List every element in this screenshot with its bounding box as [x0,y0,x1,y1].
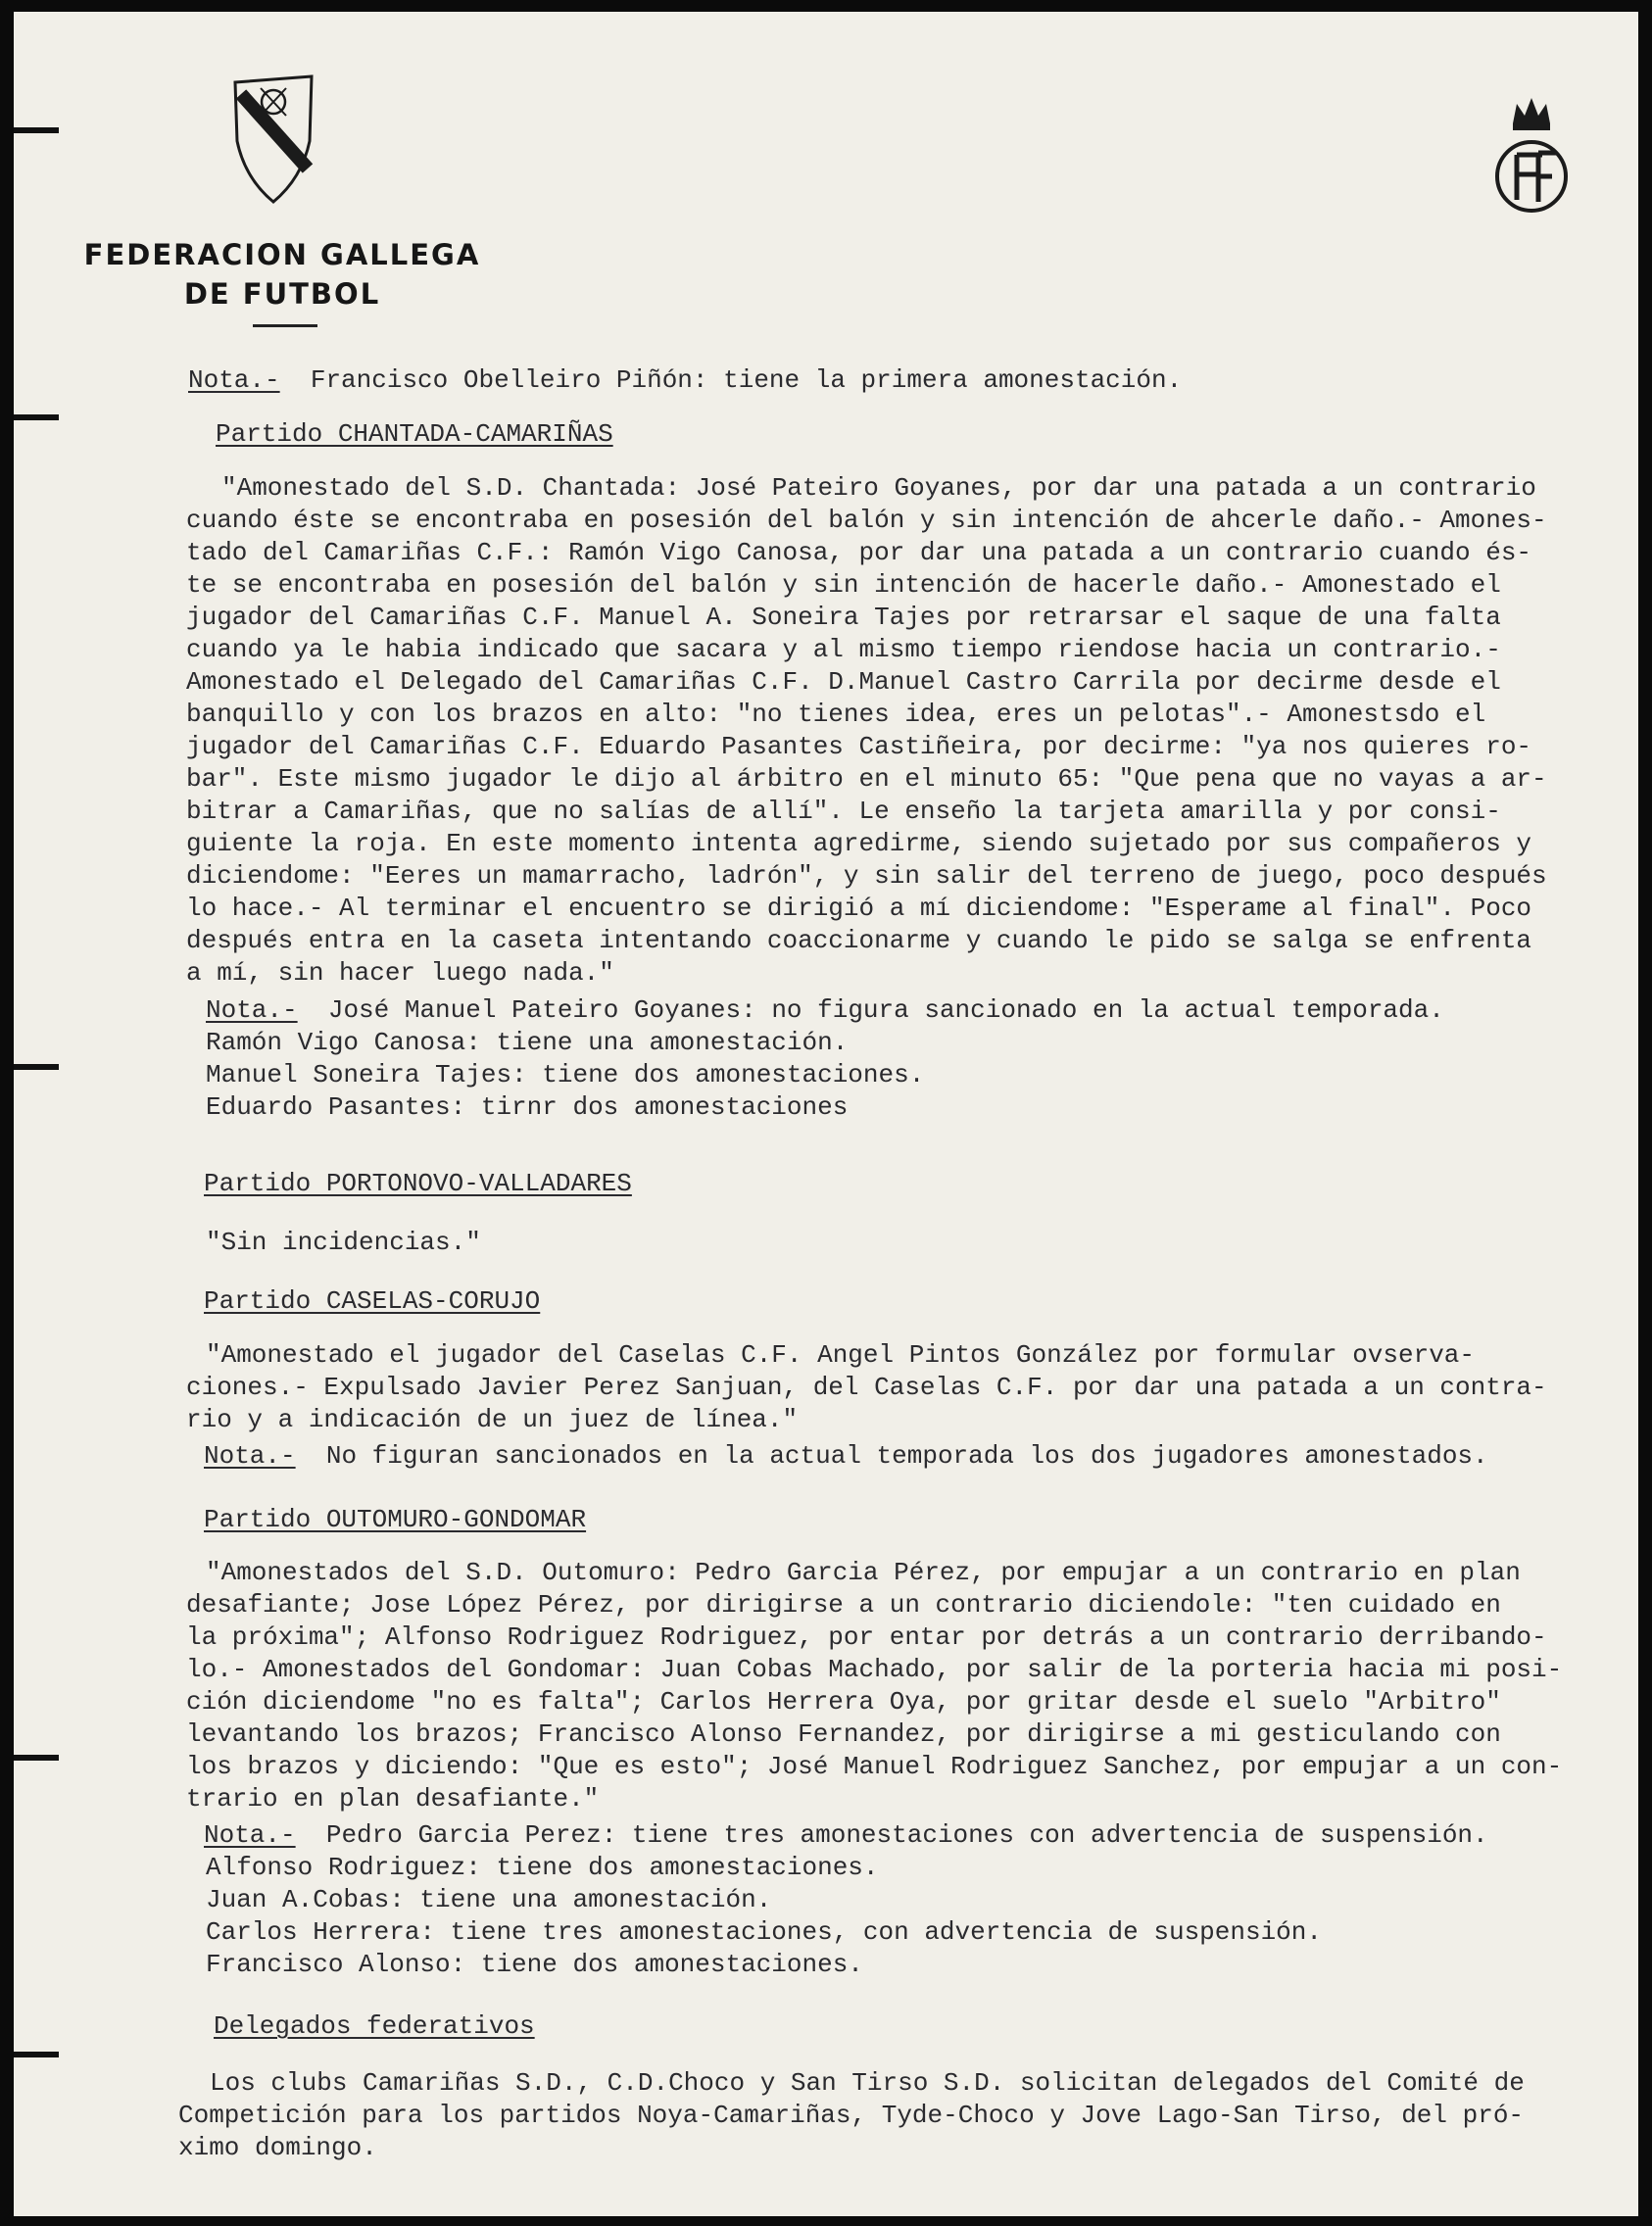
note-label: Nota.- [204,1820,296,1850]
report-line: ción diciendome "no es falta"; Carlos Herrera Oya, por gritar desde el suelo "Arbitro" [186,1687,1501,1717]
note-line: Francisco Alonso: tiene dos amonestaciones. [206,1950,863,1979]
report-line: la próxima"; Alfonso Rodriguez Rodriguez, por entar por detrás a un contrario derribando- [186,1622,1547,1652]
federation-name-line2: DE FUTBOL [183,277,381,311]
report-line: "Sin incidencias." [206,1228,481,1257]
report-line: levantando los brazos; Francisco Alonso Fernandez, por dirigirse a mi gesticulando con [186,1719,1501,1749]
report-line: ximo domingo. [178,2133,377,2162]
note-line: Eduardo Pasantes: tirnr dos amonestaciones [206,1092,849,1122]
report-line: a mí, sin hacer luego nada." [186,958,614,988]
report-line: Los clubs Camariñas S.D., C.D.Choco y San Tirso S.D. solicitan delegados del Comité de [210,2068,1525,2098]
report-line: después entra en la caseta intentando coaccionarme y cuando le pido se salga se enfrenta [186,926,1532,955]
report-line: rio y a indicación de un juez de línea." [186,1405,799,1434]
note-line: Manuel Soneira Tajes: tiene dos amonestaciones. [206,1060,925,1089]
note-line: Alfonso Rodriguez: tiene dos amonestaciones. [206,1853,879,1882]
note-text: Pedro Garcia Perez: tiene tres amonestaciones con advertencia de suspensión. [325,1820,1488,1850]
report-line: jugador del Camariñas C.F. Manuel A. Soneira Tajes por retrarsar el saque de una falta [186,603,1501,632]
report-line: Competición para los partidos Noya-Camariñas, Tyde-Choco y Jove Lago-San Tirso, del pró- [178,2101,1525,2130]
note-line: Ramón Vigo Canosa: tiene una amonestación. [206,1028,849,1057]
note-line: Juan A.Cobas: tiene una amonestación. [206,1885,772,1914]
federation-name-line1: FEDERACION GALLEGA [83,238,481,271]
report-line: jugador del Camariñas C.F. Eduardo Pasantes Castiñeira, por decirme: "ya nos quieres ro- [186,732,1532,761]
report-line: Amonestado el Delegado del Camariñas C.F. D.Manuel Castro Carrila por decirme desde el [186,667,1501,697]
report-line: bitrar a Camariñas, que no salías de allí". Le enseño la tarjeta amarilla y por consi- [186,797,1501,826]
note-line [204,1819,1488,1852]
report-line: te se encontraba en posesión del balón y sin intención de hacerle daño.- Amonestado el [186,570,1501,600]
document-page [14,12,1638,2216]
note-text: José Manuel Pateiro Goyanes: no figura sancionado en la actual temporada. [327,995,1444,1025]
note-label: Nota.- [204,1441,296,1471]
note-label: Nota.- [206,995,298,1025]
report-line: diciendome: "Eeres un mamarracho, ladrón", y sin salir del terreno de juego, poco después [186,861,1547,891]
report-line: trario en plan desafiante." [186,1784,600,1814]
report-line: "Amonestado del S.D. Chantada: José Pateiro Goyanes, por dar una patada a un contrario [221,473,1536,503]
report-line: ciones.- Expulsado Javier Perez Sanjuan, del Caselas C.F. por dar una patada a un contra- [186,1373,1547,1402]
match-title-chantada-camarinas: Partido CHANTADA-CAMARIÑAS [216,419,613,449]
intro-note [188,364,1182,397]
document-body [14,12,1638,2216]
report-line: tado del Camariñas C.F.: Ramón Vigo Canosa, por dar una patada a un contrario cuando és- [186,538,1532,567]
section-title-delegates: Delegados federativos [214,2011,535,2041]
note-line: Carlos Herrera: tiene tres amonestaciones, con advertencia de suspensión. [206,1917,1322,1947]
report-line: cuando éste se encontraba en posesión del balón y sin intención de ahcerle daño.- Amones- [186,506,1547,535]
report-line: desafiante; Jose López Pérez, por dirigirse a un contrario diciendole: "ten cuidado en [186,1590,1501,1620]
report-line: lo hace.- Al terminar el encuentro se dirigió a mí diciendome: "Esperame al final". Poco [186,894,1532,923]
report-line: banquillo y con los brazos en alto: "no tienes idea, eres un pelotas".- Amonestsdo el [186,700,1486,729]
report-line: "Amonestados del S.D. Outomuro: Pedro Garcia Pérez, por empujar a un contrario en plan [206,1558,1521,1587]
report-line: bar". Este mismo jugador le dijo al árbitro en el minuto 65: "Que pena que no vayas a ar- [186,764,1547,794]
report-line: guiente la roja. En este momento intenta agredirme, siendo sujetado por sus compañeros y [186,829,1532,858]
note-line [206,994,1444,1027]
report-line: los brazos y diciendo: "Que es esto"; José Manuel Rodriguez Sanchez, por empujar a un con- [186,1752,1563,1781]
report-line: lo.- Amonestados del Gondomar: Juan Cobas Machado, por salir de la porteria hacia mi posi- [186,1655,1563,1684]
report-line: cuando ya le habia indicado que sacara y al mismo tiempo riendose hacia un contrario.- [186,635,1501,664]
match-title-portonovo-valladares: Partido PORTONOVO-VALLADARES [204,1169,632,1198]
note-line [204,1440,1488,1473]
report-line: "Amonestado el jugador del Caselas C.F. Angel Pintos González por formular ovserva- [206,1340,1476,1370]
note-label: Nota.- [188,365,280,395]
note-text: No figuran sancionados en la actual temporada los dos jugadores amonestados. [325,1441,1488,1471]
match-title-caselas-corujo: Partido CASELAS-CORUJO [204,1286,541,1316]
note-text: Francisco Obelleiro Piñón: tiene la primera amonestación. [310,365,1183,395]
match-title-outomuro-gondomar: Partido OUTOMURO-GONDOMAR [204,1505,587,1534]
